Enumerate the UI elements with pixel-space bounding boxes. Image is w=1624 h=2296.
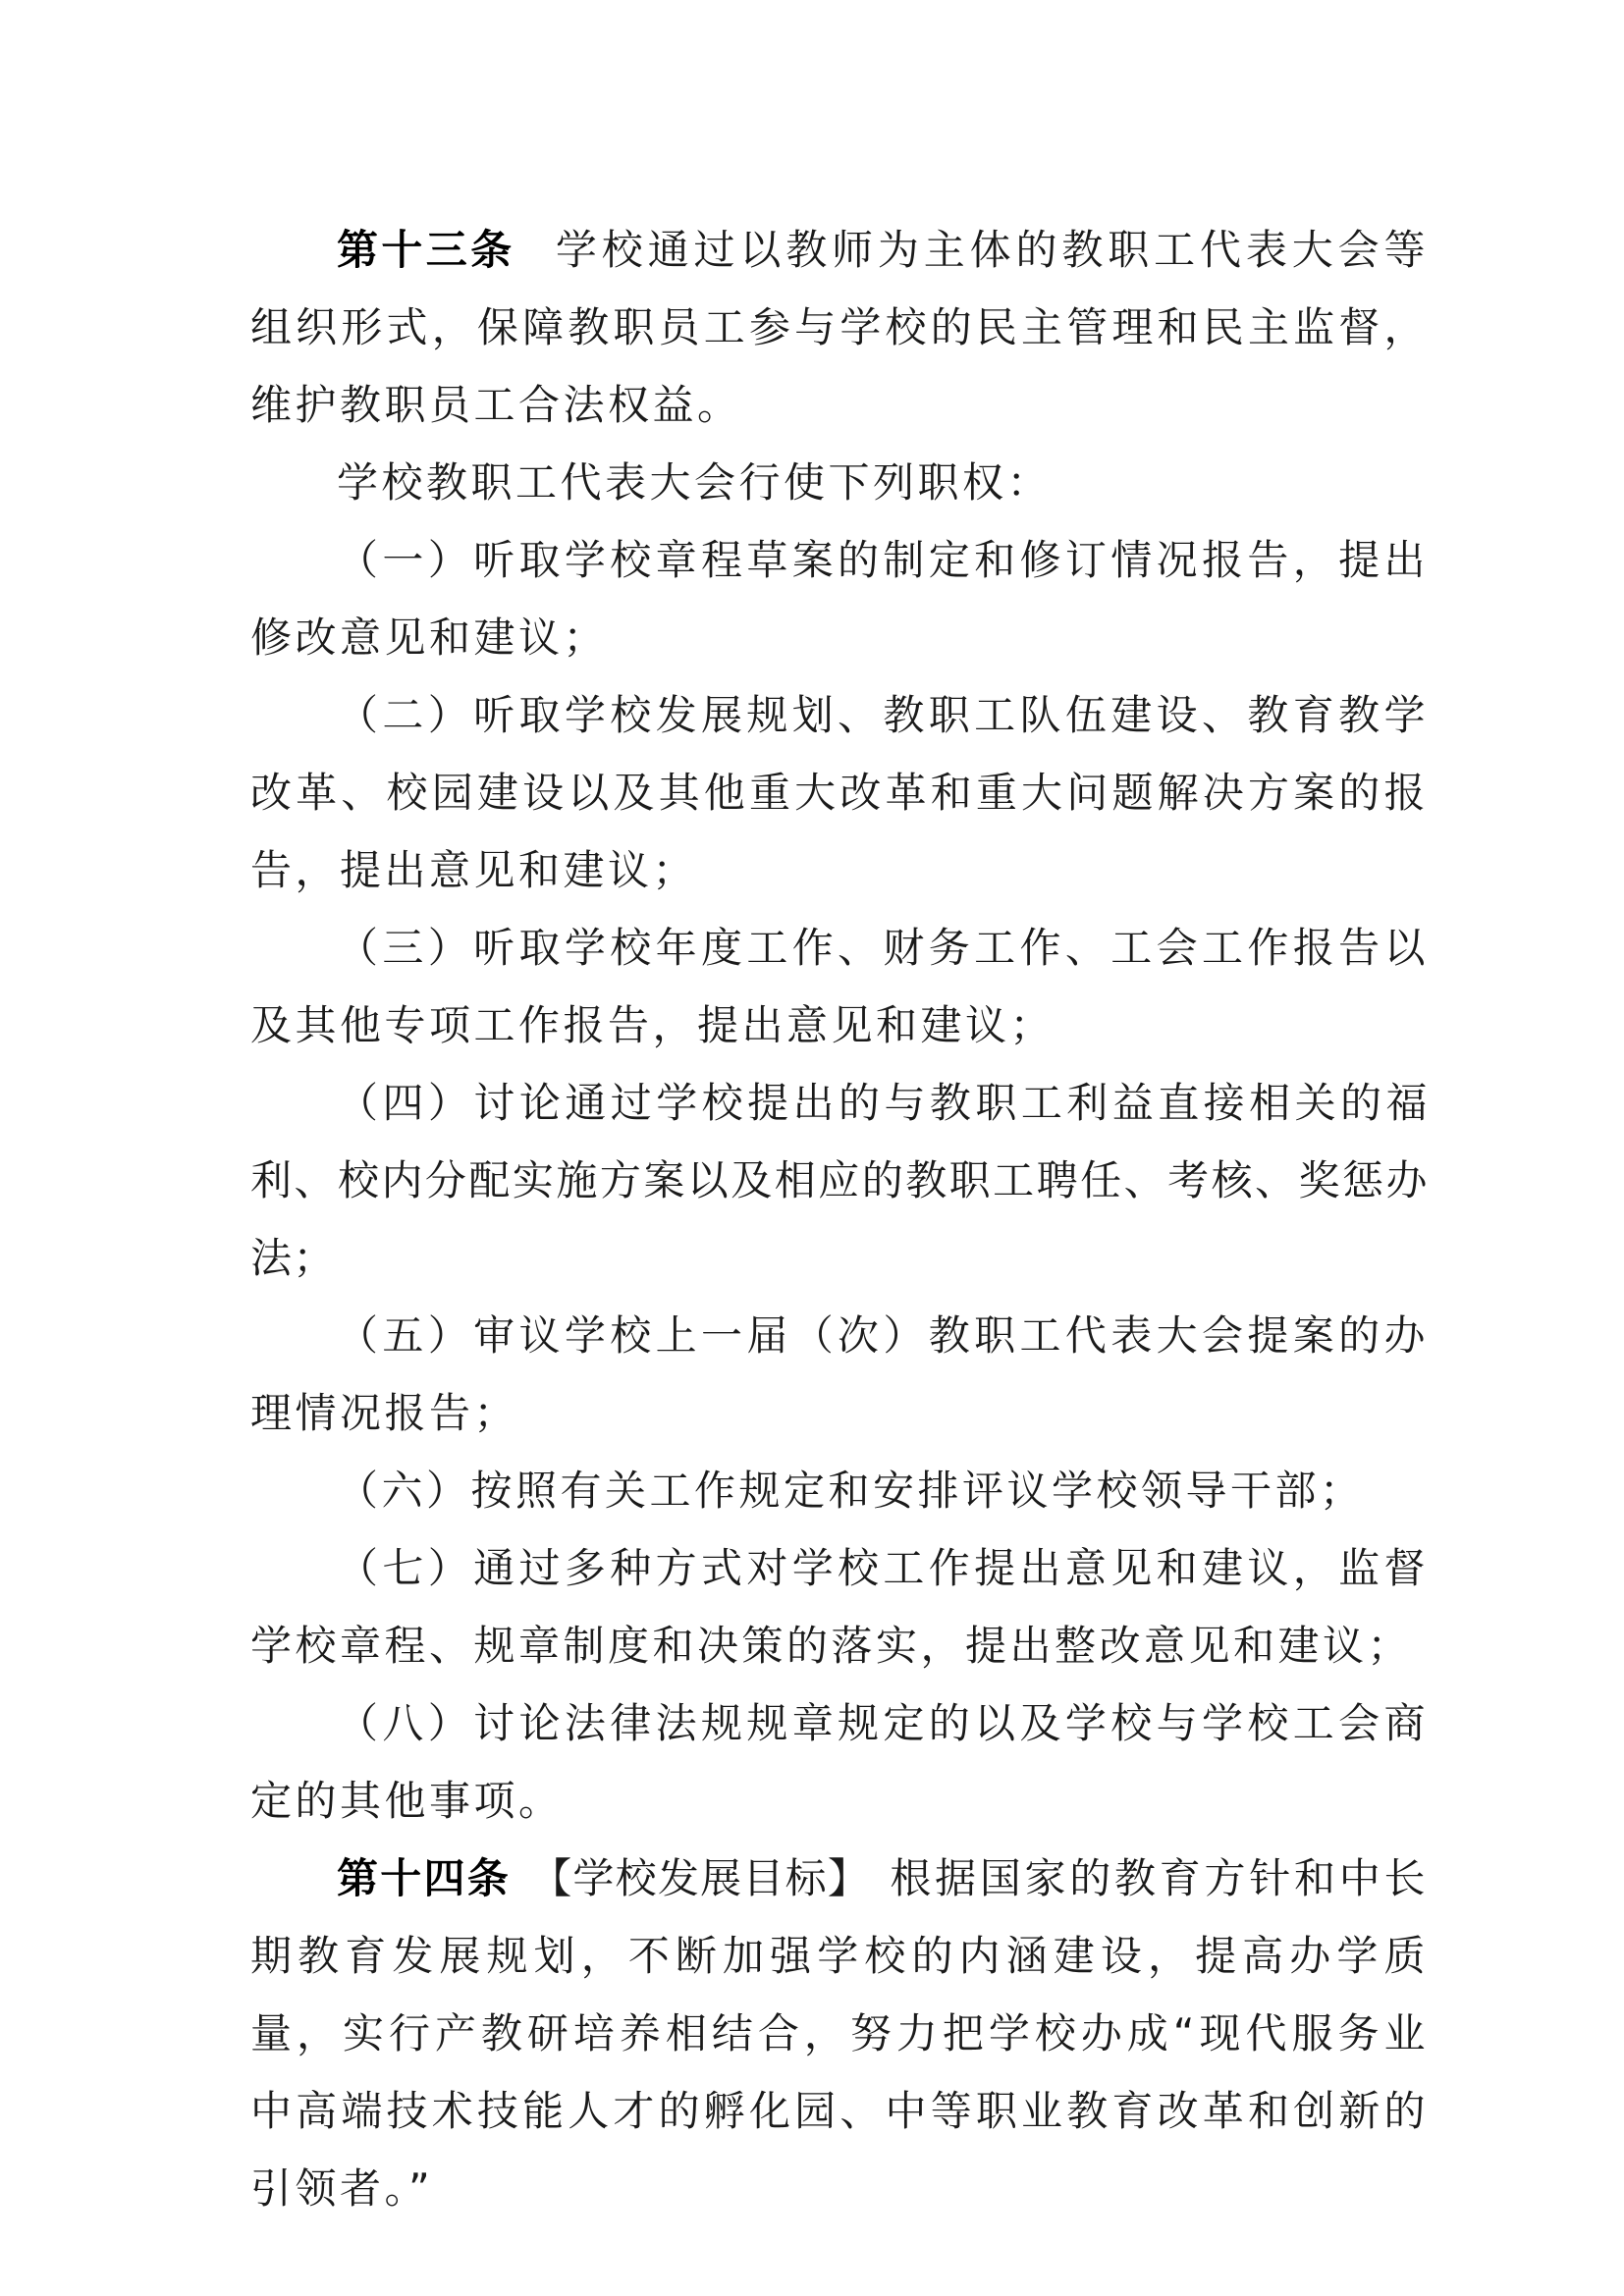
power-item-2: （二）听取学校发展规划、教职工队伍建设、教育教学改革、校园建设以及其他重大改革和重大问题解决方案的报告，提出意见和建议； <box>250 691 1429 894</box>
article-14-title: 第十四条 <box>337 1854 511 1902</box>
article-13-body: 学校通过以教师为主体的教职工代表大会等组织形式，保障教职员工参与学校的民主管理和民主监督，维护教职员工合法权益。 <box>250 226 1429 429</box>
power-item-7: （七）通过多种方式对学校工作提出意见和建议，监督学校章程、规章制度和决策的落实，提出整改意见和建议； <box>250 1544 1429 1670</box>
power-item-1: （一）听取学校章程草案的制定和修订情况报告，提出修改意见和建议； <box>250 536 1429 662</box>
article-13-title: 第十三条 <box>337 226 515 274</box>
article-13-paragraph <box>250 211 1429 444</box>
power-item-3: （三）听取学校年度工作、财务工作、工会工作报告以及其他专项工作报告，提出意见和建议； <box>250 924 1429 1049</box>
article-14-paragraph <box>250 1840 1429 2227</box>
article-14-body: 根据国家的教育方针和中长期教育发展规划，不断加强学校的内涵建设，提高办学质量，实行产教研培养相结合，努力把学校办成“现代服务业中高端技术技能人才的孵化园、中等职业教育改革和创新的引领者。” <box>250 1854 1429 2213</box>
congress-powers-intro: 学校教职工代表大会行使下列职权： <box>337 458 1053 507</box>
power-item-4: （四）讨论通过学校提出的与教职工利益直接相关的福利、校内分配实施方案以及相应的教职工聘任、考核、奖惩办法； <box>250 1079 1429 1282</box>
article-14-subtitle: 【学校发展目标】 <box>529 1854 871 1902</box>
power-item-8: （八）讨论法律法规规章规定的以及学校与学校工会商定的其他事项。 <box>250 1699 1429 1825</box>
document-page <box>250 211 1429 2227</box>
power-item-6: （六）按照有关工作规定和安排评议学校领导干部； <box>337 1467 1365 1515</box>
power-item-5: （五）审议学校上一届（次）教职工代表大会提案的办理情况报告； <box>250 1311 1429 1437</box>
